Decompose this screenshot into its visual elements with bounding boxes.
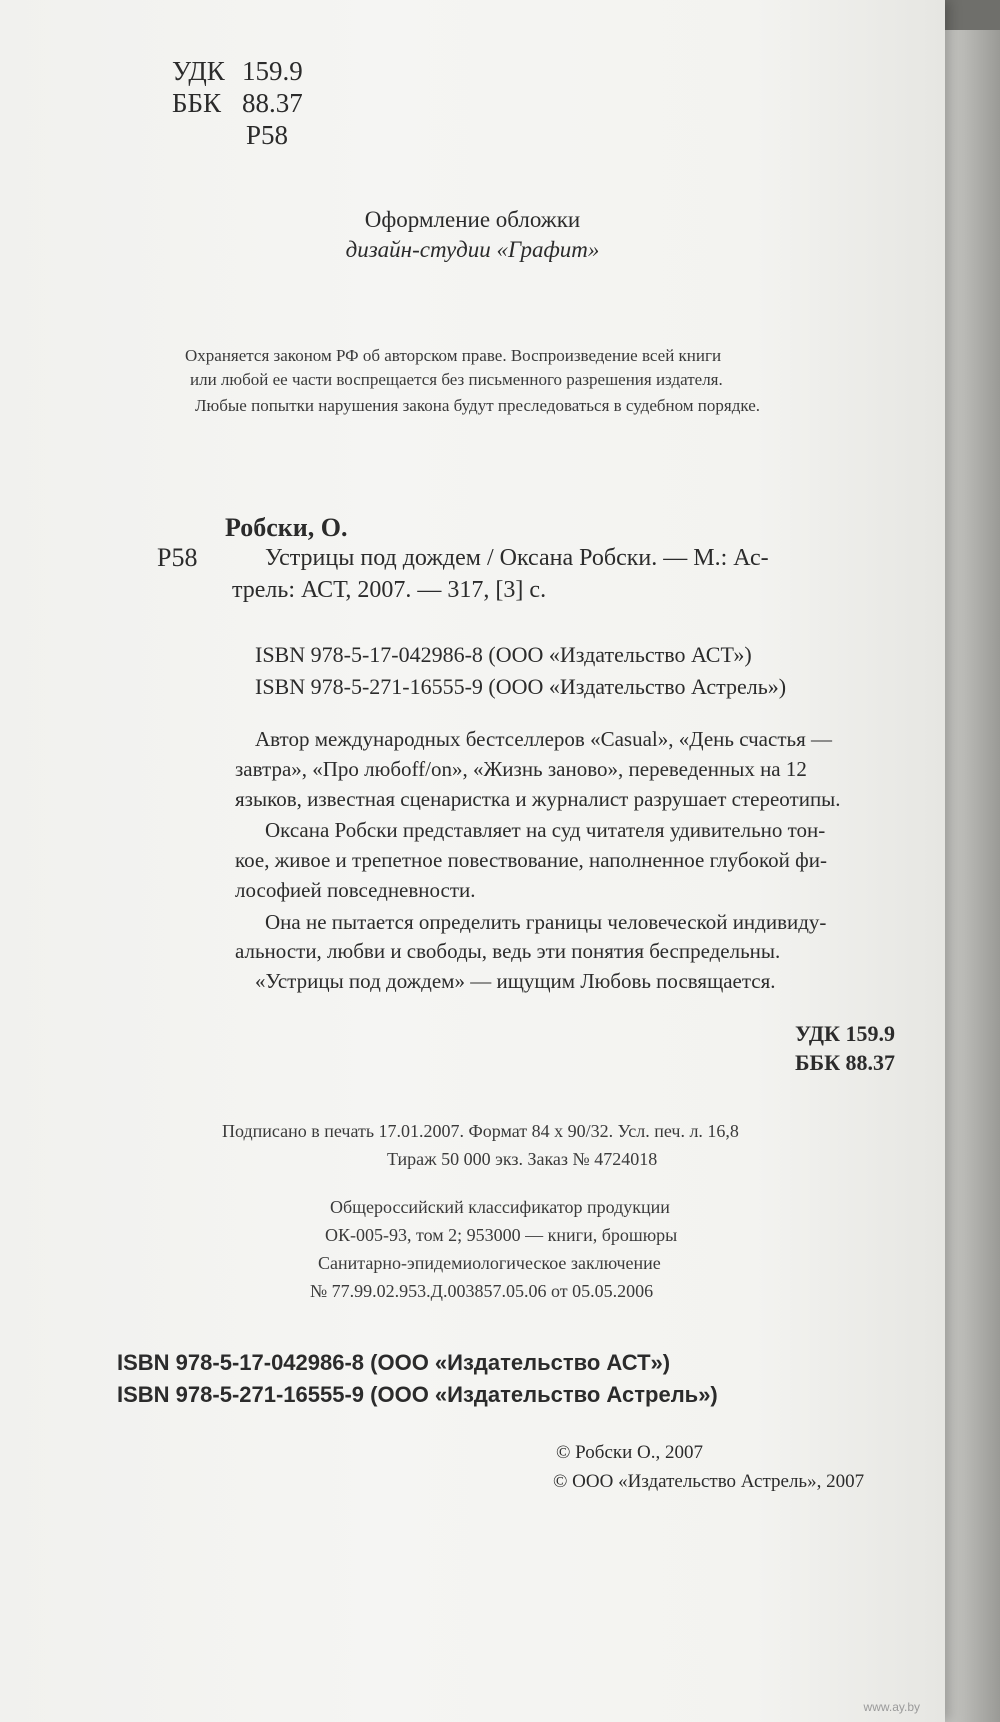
- catalog-code: Р58: [157, 543, 198, 572]
- bbk-bottom: ББК 88.37: [795, 1050, 896, 1075]
- cover-credit-line1: Оформление обложки: [364, 207, 581, 232]
- udk-block-top: [172, 55, 303, 151]
- udk-bottom: УДК 159.9: [795, 1021, 896, 1046]
- imprint-line: Санитарно-эпидемиологическое заключение: [318, 1253, 661, 1273]
- udk-value: 159.9: [242, 56, 303, 86]
- annotation-line: языков, известная сценаристка и журналист разрушает стереотипы.: [235, 787, 841, 811]
- annotation-line: альности, любви и свободы, ведь эти понятия беспредельны.: [235, 939, 781, 963]
- catalog-title-line1: Устрицы под дождем / Оксана Робски. — М.: Ас-: [265, 545, 769, 571]
- copyright-notice-line: или любой ее части воспрещается без письменного разрешения издателя.: [190, 370, 723, 389]
- imprint-line: Тираж 50 000 экз. Заказ № 4724018: [387, 1149, 658, 1169]
- copyright-notice-line: Охраняется законом РФ об авторском праве. Воспроизведение всей книги: [185, 346, 722, 365]
- imprint-line: Подписано в печать 17.01.2007. Формат 84 х 90/32. Усл. печ. л. 16,8: [222, 1121, 739, 1141]
- bbk-value: 88.37: [242, 88, 303, 118]
- catalog-isbn: ISBN 978-5-17-042986-8 (ООО «Издательство АСТ»): [255, 642, 752, 667]
- watermark: www.ay.by: [863, 1700, 920, 1714]
- udk-label: УДК: [172, 56, 225, 86]
- catalog-isbn: ISBN 978-5-271-16555-9 (ООО «Издательство Астрель»): [255, 674, 787, 699]
- imprint-line: № 77.99.02.953.Д.003857.05.06 от 05.05.2006: [310, 1281, 654, 1301]
- copyright-line: © Робски О., 2007: [556, 1442, 703, 1463]
- annotation-line: кое, живое и трепетное повествование, наполненное глубокой фи-: [235, 848, 827, 872]
- imprint-line: ОК-005-93, том 2; 953000 — книги, брошюры: [325, 1225, 678, 1245]
- author-code: Р58: [246, 120, 289, 150]
- annotation-line: Автор международных бестселлеров «Casual», «День счастья —: [255, 727, 832, 751]
- catalog-author: Робски, О.: [225, 513, 348, 542]
- annotation-line: Оксана Робски представляет на суд читателя удивительно тон-: [265, 818, 826, 842]
- annotation-line: «Устрицы под дождем» — ищущим Любовь посвящается.: [255, 969, 776, 993]
- copyright-notice-line: Любые попытки нарушения закона будут преследоваться в судебном порядке.: [195, 396, 761, 415]
- isbn-large: ISBN 978-5-271-16555-9 (ООО «Издательство Астрель»): [117, 1382, 718, 1407]
- isbn-large: ISBN 978-5-17-042986-8 (ООО «Издательство АСТ»): [117, 1350, 671, 1375]
- annotation-line: завтра», «Про любоff/on», «Жизнь заново», переведенных на 12: [235, 757, 807, 781]
- imprint-line: Общероссийский классификатор продукции: [330, 1197, 670, 1217]
- catalog-title-line2: трель: АСТ, 2007. — 317, [3] с.: [232, 577, 547, 603]
- annotation-line: лософией повседневности.: [235, 878, 476, 902]
- cover-credit-line2: дизайн-студии «Графит»: [345, 237, 600, 262]
- bbk-label: ББК: [172, 88, 222, 118]
- copyright-line: © ООО «Издательство Астрель», 2007: [553, 1471, 865, 1492]
- annotation-line: Она не пытается определить границы человеческой индивиду-: [265, 910, 827, 934]
